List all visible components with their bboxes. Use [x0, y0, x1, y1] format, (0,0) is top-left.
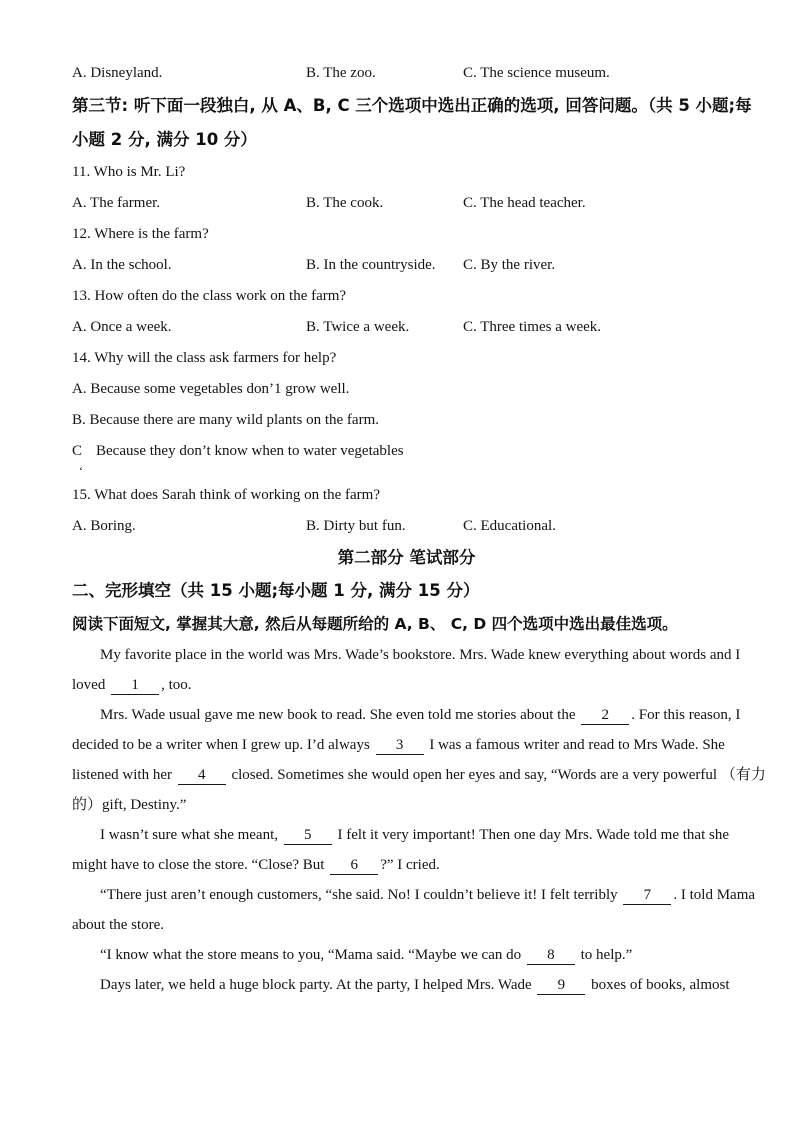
q13-option-c: C. Three times a week. [463, 319, 602, 335]
question-15: 15. What does Sarah think of working on the farm? [72, 487, 380, 503]
question-14: 14. Why will the class ask farmers for help? [72, 350, 337, 366]
q10-option-a: A. Disneyland. [72, 65, 163, 81]
cloze-line-11 [72, 940, 741, 970]
cloze-line-7 [72, 820, 741, 850]
q11-option-a: A. The farmer. [72, 195, 161, 211]
cloze-text: closed. Sometimes she would open her eyes and say, “Words are a very powerful （有力 [227, 767, 766, 783]
cloze-section-heading: 二、完形填空（共 15 小题;每小题 1 分, 满分 15 分） [72, 581, 480, 600]
q14-option-c [72, 436, 741, 467]
q11-option-b: B. The cook. [306, 195, 384, 211]
section3-heading-line2: 小题 2 分, 满分 10 分） [72, 130, 257, 149]
cloze-line-4 [72, 730, 741, 760]
q12-option-c: C. By the river. [463, 257, 556, 273]
cloze-text: “I know what the store means to you, “Mama said. “Maybe we can do [100, 947, 525, 963]
q11-options-row [72, 188, 741, 219]
cloze-line-9 [72, 880, 756, 910]
cloze-text: to help.” [576, 947, 633, 963]
cloze-instruction: 阅读下面短文, 掌握其大意, 然后从每题所给的 A, B、 C, D 四个选项中选出最佳选项。 [72, 615, 678, 633]
q13-options-row [72, 312, 741, 343]
q12-option-b: B. In the countryside. [306, 257, 436, 273]
cloze-line-1 [72, 640, 741, 670]
q10-option-b: B. The zoo. [306, 65, 376, 81]
blank-8: 8 [527, 946, 575, 965]
q12-option-a: A. In the school. [72, 257, 172, 273]
part2-heading: 第二部分 笔试部分 [337, 548, 476, 567]
q13-option-a: A. Once a week. [72, 319, 172, 335]
blank-3: 3 [376, 736, 424, 755]
blank-6: 6 [330, 856, 378, 875]
cloze-line-8 [72, 850, 741, 880]
cloze-line-2 [72, 670, 741, 700]
cloze-text: “There just aren’t enough customers, “she said. No! I couldn’t believe it! I felt terribly [100, 887, 622, 903]
cloze-text: , too. [161, 677, 192, 693]
q12-options-row [72, 250, 741, 281]
cloze-text: 的）gift, Destiny.” [72, 797, 187, 813]
q14-option-c-label: C [72, 443, 83, 459]
q14-option-c-text: Because they don’t know when to water vegetables [96, 443, 404, 459]
q15-option-a: A. Boring. [72, 518, 136, 534]
blank-4: 4 [178, 766, 226, 785]
cloze-line-12 [72, 970, 741, 1000]
cloze-text: ?” I cried. [380, 857, 440, 873]
cloze-text: I wasn’t sure what she meant, [100, 827, 282, 843]
blank-9: 9 [537, 976, 585, 995]
q15-option-c: C. Educational. [463, 518, 556, 534]
blank-5: 5 [284, 826, 332, 845]
q10-option-c: C. The science museum. [463, 65, 610, 81]
blank-2: 2 [581, 706, 629, 725]
cloze-text: My favorite place in the world was Mrs. Wade’s bookstore. Mrs. Wade knew everything about words and I [100, 647, 741, 663]
q14-option-a: A. Because some vegetables don’1 grow well. [72, 381, 350, 397]
cloze-text: listened with her [72, 767, 176, 783]
q10-options-row [72, 58, 741, 89]
cloze-text: Days later, we held a huge block party. At the party, I helped Mrs. Wade [100, 977, 536, 993]
question-13: 13. How often do the class work on the farm? [72, 288, 347, 304]
cloze-line-5 [72, 760, 766, 790]
cloze-text: boxes of books, almost [587, 977, 730, 993]
cloze-text: . I told Mama [673, 887, 756, 903]
cloze-text: might have to close the store. “Close? But [72, 857, 329, 873]
q14-option-b: B. Because there are many wild plants on the farm. [72, 412, 379, 428]
question-11: 11. Who is Mr. Li? [72, 164, 186, 180]
cloze-text: I felt it very important! Then one day Mrs. Wade told me that she [333, 827, 729, 843]
cloze-text: . For this reason, I [631, 707, 741, 723]
cloze-text: Mrs. Wade usual gave me new book to read. She even told me stories about the [100, 707, 580, 723]
cloze-line-3 [72, 700, 741, 730]
cloze-text: I was a famous writer and read to Mrs Wade. She [425, 737, 725, 753]
q13-option-b: B. Twice a week. [306, 319, 410, 335]
blank-7: 7 [623, 886, 671, 905]
q15-option-b: B. Dirty but fun. [306, 518, 406, 534]
stray-apostrophe-mark: ‘ [79, 464, 83, 478]
q15-options-row [72, 511, 741, 542]
cloze-text: about the store. [72, 917, 165, 933]
cloze-line-10 [72, 910, 741, 940]
q11-option-c: C. The head teacher. [463, 195, 586, 211]
question-12: 12. Where is the farm? [72, 226, 209, 242]
cloze-text: decided to be a writer when I grew up. I’d always [72, 737, 374, 753]
cloze-line-6 [72, 790, 741, 820]
blank-1: 1 [111, 676, 159, 695]
cloze-text: loved [72, 677, 110, 693]
section3-heading-line1: 第三节: 听下面一段独白, 从 A、B, C 三个选项中选出正确的选项, 回答问题。（共 5 小题;每 [72, 96, 752, 115]
